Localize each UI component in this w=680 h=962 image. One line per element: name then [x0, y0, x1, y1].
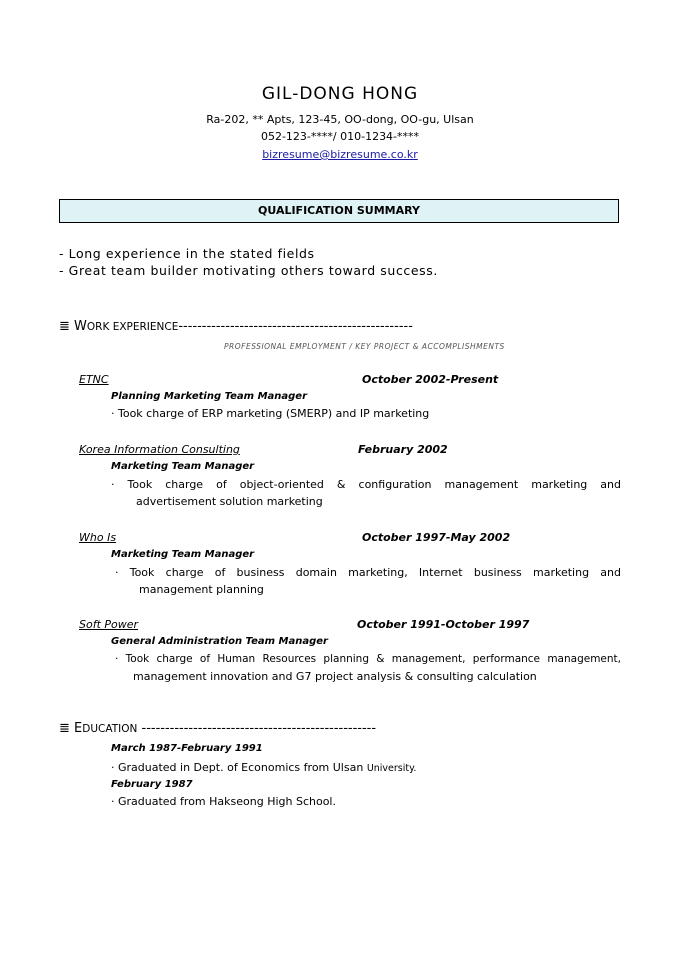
education-date: February 1987: [111, 779, 193, 790]
job-description: · Took charge of object-oriented & configuration management marketing and: [111, 478, 621, 491]
job-date: February 2002: [358, 443, 448, 456]
work-caption: PROFESSIONAL EMPLOYMENT / KEY PROJECT & ACCOMPLISHMENTS: [224, 342, 505, 351]
job-date: October 1991-October 1997: [357, 618, 530, 631]
education-heading: ≣ EDUCATION --------------------------------------------------: [59, 721, 377, 736]
job-date: October 2002-Present: [362, 373, 499, 386]
job-role: Marketing Team Manager: [111, 461, 255, 472]
email-link[interactable]: bizresume@bizresume.co.kr: [262, 148, 418, 161]
job-date: October 1997-May 2002: [362, 531, 511, 544]
company-name: Korea Information Consulting: [79, 443, 240, 456]
job-role: General Administration Team Manager: [111, 636, 328, 647]
resume-name: GIL-DONG HONG: [261, 84, 419, 104]
education-description: · Graduated from Hakseong High School.: [111, 795, 336, 808]
company-name: ETNC: [79, 373, 109, 386]
education-date: March 1987-February 1991: [111, 743, 263, 754]
summary-point: - Great team builder motivating others toward success.: [59, 263, 438, 278]
summary-point: - Long experience in the stated fields: [59, 246, 315, 261]
work-experience-heading: ≣ WORK EXPERIENCE--------------------------------------------------: [59, 319, 413, 334]
section-marker-icon: ≣: [59, 319, 70, 334]
phone: 052-123-****/ 010-1234-****: [260, 130, 420, 143]
job-description: · Took charge of ERP marketing (SMERP) and IP marketing: [111, 407, 430, 420]
address: Ra-202, ** Apts, 123-45, OO-dong, OO-gu, Ulsan: [206, 113, 474, 126]
section-marker-icon: ≣: [59, 721, 70, 736]
qualification-summary-banner: QUALIFICATION SUMMARY: [59, 199, 619, 223]
job-description-continued: advertisement solution marketing: [136, 495, 323, 508]
education-description: · Graduated in Dept. of Economics from Ulsan University.: [111, 761, 417, 774]
job-role: Marketing Team Manager: [111, 549, 255, 560]
job-description: · Took charge of business domain marketing, Internet business marketing and: [115, 566, 621, 579]
job-description-continued: management planning: [139, 583, 264, 596]
job-description-continued: management innovation and G7 project analysis & consulting calculation: [133, 670, 537, 683]
company-name: Who Is: [79, 531, 117, 544]
job-description: · Took charge of Human Resources planning & management, performance management,: [115, 653, 621, 665]
job-role: Planning Marketing Team Manager: [111, 391, 308, 402]
company-name: Soft Power: [79, 618, 139, 631]
